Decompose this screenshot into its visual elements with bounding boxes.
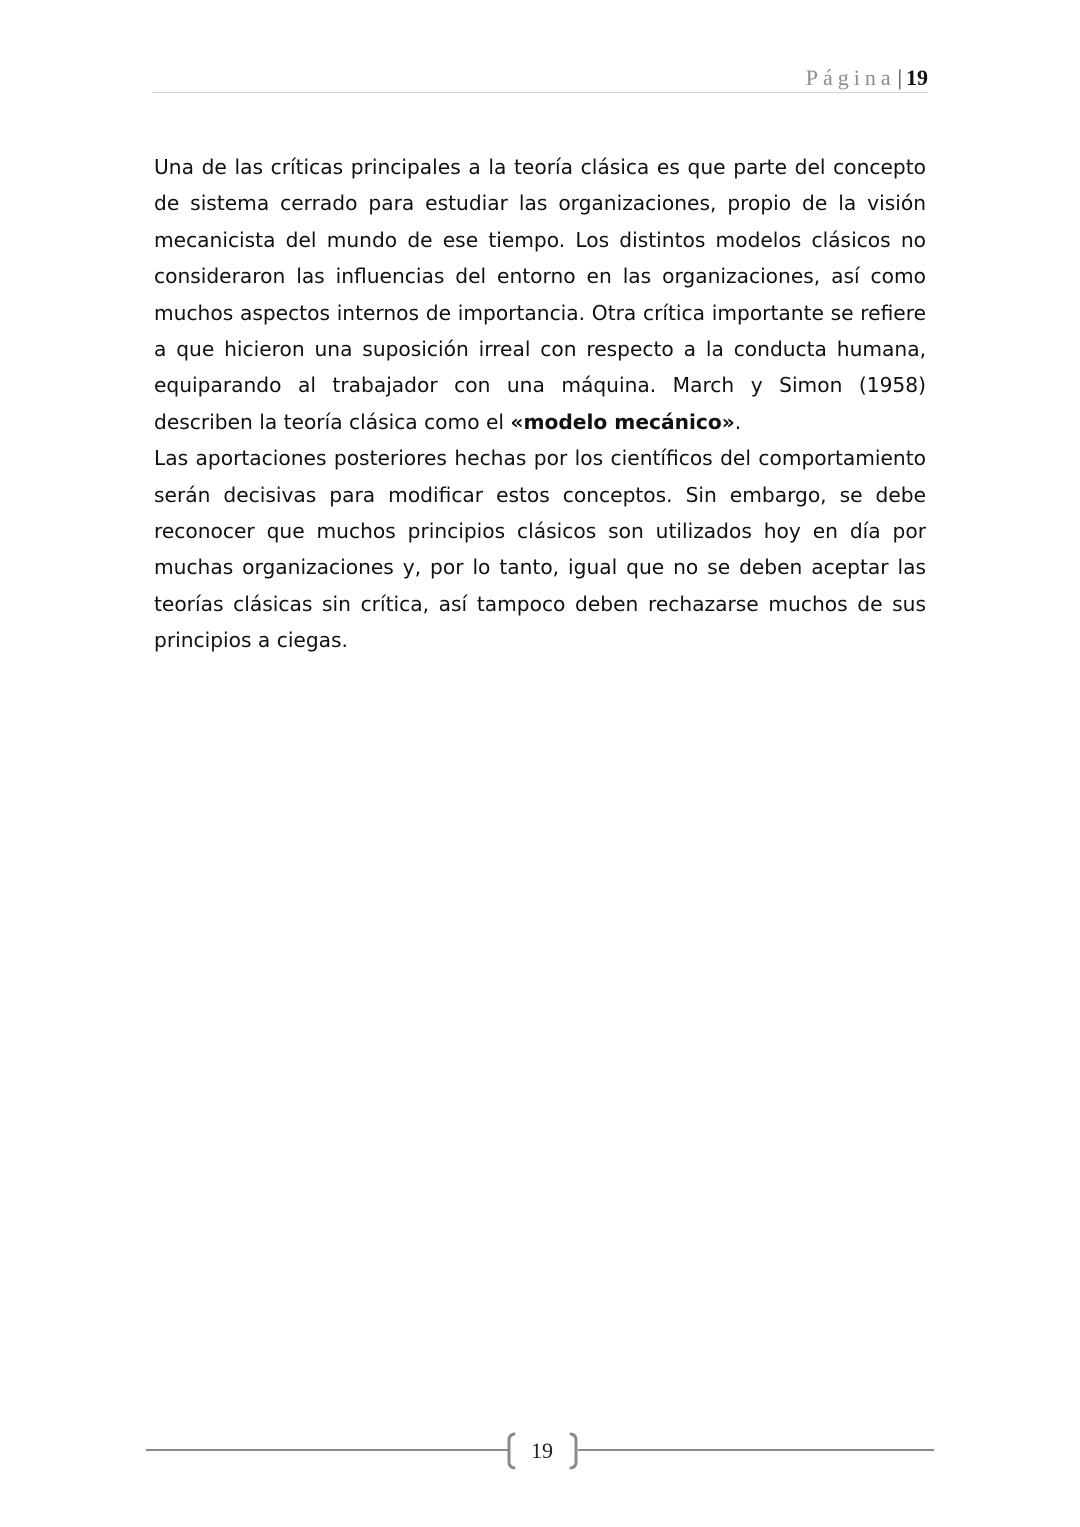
paragraph-2: Las aportaciones posteriores hechas por los científicos del comportamiento serán decisivas para modificar estos conceptos. Sin embargo, se debe reconocer que muchos principios clásicos son utilizados hoy en día por muchas organizaciones y, por lo tanto, igual que no se deben aceptar las teorías clásicas sin crítica, así tampoco deben rechazarse muchos de sus principios a ciegas. bbox=[154, 446, 926, 653]
header-divider bbox=[152, 92, 928, 93]
header-separator: | bbox=[897, 65, 902, 90]
footer-divider-right bbox=[578, 1449, 934, 1451]
footer-page-number: 19 bbox=[531, 1438, 553, 1463]
paragraph-1-end: . bbox=[734, 409, 742, 434]
page-footer bbox=[146, 1430, 934, 1474]
body-text bbox=[154, 149, 926, 659]
page-header bbox=[152, 64, 928, 92]
header-page-label bbox=[806, 64, 928, 92]
left-brace-icon bbox=[506, 1432, 516, 1470]
footer-divider-left bbox=[146, 1449, 508, 1451]
right-brace-icon bbox=[569, 1432, 579, 1470]
paragraph-1-emphasis: «modelo mecánico» bbox=[510, 409, 735, 434]
header-label: Página bbox=[805, 65, 896, 90]
header-page-number: 19 bbox=[906, 65, 928, 90]
paragraph-1-text: Una de las críticas principales a la teoría clásica es que parte del concepto de sistema cerrado para estudiar las organizaciones, propio de la visión mecanicista del mundo de ese tiempo. Los distintos modelos clásicos no consideraron las influencias del entorno en las organizaciones, así como muchos aspectos internos de importancia. Otra crítica importante se refiere a que hicieron una suposición irreal con respecto a la conducta humana, equiparando al trabajador con una máquina. March y Simon (1958) describen la teoría clásica como el bbox=[154, 155, 926, 434]
paragraph-1 bbox=[154, 149, 926, 440]
